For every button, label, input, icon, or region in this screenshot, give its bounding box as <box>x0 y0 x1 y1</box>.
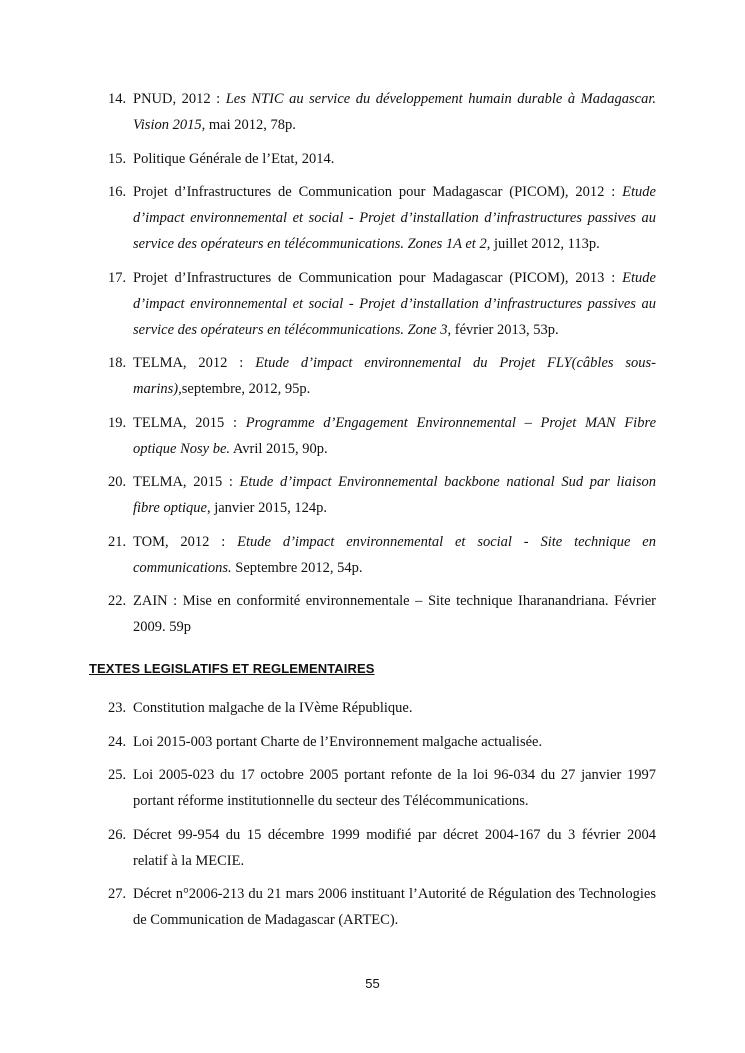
list-item <box>108 695 656 721</box>
item-details: , février 2013, 53p. <box>447 321 559 338</box>
item-number: 20. <box>108 474 127 490</box>
item-number: 21. <box>108 533 127 550</box>
item-text: Projet d’Infrastructures de Communication pour Madagascar (PICOM), 2013 : <box>133 269 623 286</box>
page-number: 55 <box>365 976 380 991</box>
item-text: Projet d’Infrastructures de Communication pour Madagascar (PICOM), 2012 : <box>133 184 623 200</box>
list-item <box>108 822 656 874</box>
item-number: 15. <box>108 150 127 167</box>
item-text: TELMA, 2015 : <box>133 474 240 490</box>
list-item <box>108 762 656 814</box>
list-item <box>108 86 656 138</box>
item-number: 23. <box>108 700 127 716</box>
item-number: 25. <box>108 767 127 783</box>
item-text: TOM, 2012 : <box>133 533 238 550</box>
item-text: Constitution malgache de la IVème République. <box>133 700 413 716</box>
item-title: Etude d’impact environnemental et social - Projet d’installation d’infrastructures passives au service des opérateurs en télécommunications. Zones 1A et 2 <box>133 184 656 252</box>
item-text: Décret n°2006-213 du 21 mars 2006 instituant l’Autorité de Régulation des Technologies de Communication de Madagascar (ARTEC). <box>133 886 656 928</box>
item-text: PNUD, 2012 : <box>133 91 226 107</box>
list-item <box>108 265 656 343</box>
list-item <box>108 588 656 640</box>
item-title: Etude d’impact environnemental du Projet FLY(câbles sous-marins), <box>133 355 657 397</box>
item-text: ZAIN : Mise en conformité environnementale – Site technique Iharanandriana. Février 2009. 59p <box>133 593 656 635</box>
list-item <box>108 729 656 755</box>
item-title: Etude d’impact Environnemental backbone national Sud par liaison fibre optique <box>133 474 656 516</box>
list-item <box>108 179 656 257</box>
item-text: Politique Générale de l’Etat, 2014. <box>133 150 335 167</box>
item-number: 22. <box>108 593 127 609</box>
item-number: 17. <box>108 269 127 286</box>
item-details: septembre, 2012, 95p. <box>181 381 311 397</box>
item-details: , janvier 2015, 124p. <box>206 500 327 516</box>
reference-list <box>108 86 656 648</box>
item-number: 16. <box>108 184 127 200</box>
item-text: Loi 2015-003 portant Charte de l’Environnement malgache actualisée. <box>133 733 543 750</box>
list-item <box>108 350 656 402</box>
item-text: Décret 99-954 du 15 décembre 1999 modifié par décret 2004-167 du 3 février 2004 relatif à la MECIE. <box>133 826 656 869</box>
item-title: Etude d’impact environnemental et social - Site technique en communications. <box>133 533 656 576</box>
item-number: 24. <box>108 733 127 750</box>
list-item <box>108 410 656 462</box>
section-heading: TEXTES LEGISLATIFS ET REGLEMENTAIRES <box>89 661 375 676</box>
item-details: Avril 2015, 90p. <box>230 440 328 457</box>
item-number: 18. <box>108 355 127 371</box>
item-number: 26. <box>108 826 127 843</box>
item-number: 27. <box>108 886 127 902</box>
item-title: Etude d’impact environnemental et social - Projet d’installation d’infrastructures passives au service des opérateurs en télécommunications. Zone 3 <box>133 269 656 338</box>
item-text: TELMA, 2015 : <box>133 414 246 431</box>
item-text: TELMA, 2012 : <box>133 355 256 371</box>
item-text: Loi 2005-023 du 17 octobre 2005 portant refonte de la loi 96-034 du 27 janvier 1997 portant réforme institutionnelle du secteur des Télécommunications. <box>133 767 656 809</box>
list-item <box>108 881 656 933</box>
item-title: Programme d’Engagement Environnemental – Projet MAN Fibre optique Nosy be. <box>133 414 657 457</box>
list-item <box>108 146 656 172</box>
item-details: Septembre 2012, 54p. <box>231 559 363 576</box>
legal-text-list <box>108 695 656 941</box>
item-number: 14. <box>108 91 127 107</box>
item-details: , mai 2012, 78p. <box>201 117 296 133</box>
list-item <box>108 529 656 581</box>
item-details: , juillet 2012, 113p. <box>486 236 600 252</box>
item-title: Les NTIC au service du développement humain durable à Madagascar. Vision 2015 <box>133 91 656 133</box>
list-item <box>108 469 656 521</box>
item-number: 19. <box>108 414 127 431</box>
